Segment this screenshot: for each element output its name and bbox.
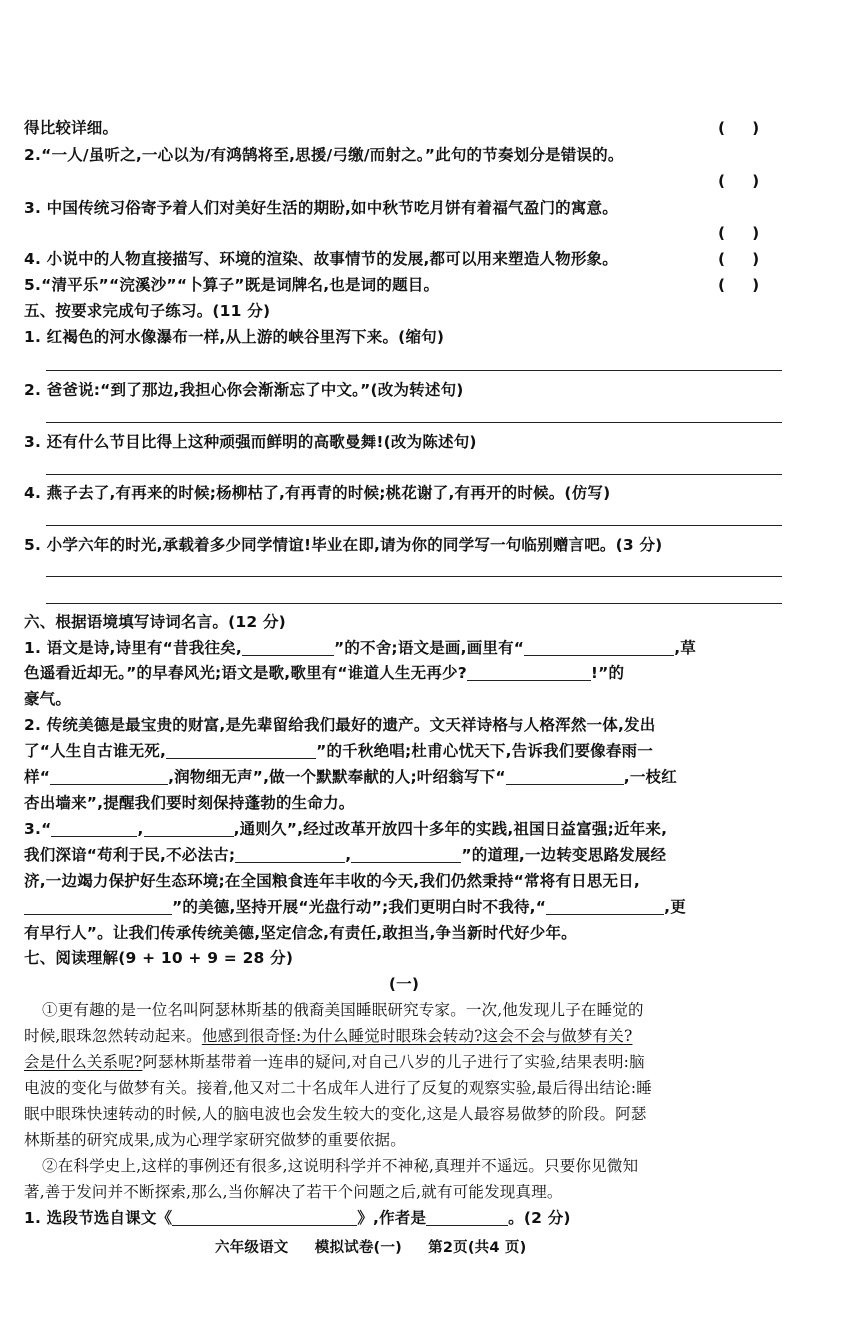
underlined-sentence: 他感到很奇怪:为什么睡觉时眼珠会转动?这会不会与做梦有关? bbox=[201, 1027, 633, 1045]
fill-blank[interactable] bbox=[426, 1207, 508, 1226]
answer-paren-1[interactable]: ( ) bbox=[718, 119, 760, 137]
answer-line[interactable] bbox=[46, 370, 782, 371]
fill-blank[interactable] bbox=[546, 896, 664, 915]
fill-blank[interactable] bbox=[24, 896, 172, 915]
sec6-q3-line3: 济,一边竭力保护好生态环境;在全国粮食连年丰收的今天,我们仍然秉持“常将有日思无日, bbox=[24, 872, 640, 890]
fill-blank[interactable] bbox=[144, 818, 234, 837]
answer-paren-5[interactable]: ( ) bbox=[718, 276, 760, 294]
passage-p1-line1: ①更有趣的是一位名叫阿瑟林斯基的俄裔美国睡眠研究专家。一次,他发现儿子在睡觉的 bbox=[42, 1001, 644, 1019]
passage-p1-line5: 眠中眼珠快速转动的时候,人的脑电波也会发生较大的变化,这是人最容易做梦的阶段。阿瑟 bbox=[24, 1105, 647, 1123]
section-6-title: 六、根据语境填写诗词名言。(12 分) bbox=[24, 613, 286, 631]
sec6-q3-line1: 3.“ , ,通则久”,经过改革开放四十多年的实践,祖国日益富强;近年来, bbox=[24, 820, 668, 838]
section-7-title: 七、阅读理解(9 + 10 + 9 = 28 分) bbox=[24, 949, 294, 967]
sec5-q3: 3. 还有什么节目比得上这种顽强而鲜明的高歌曼舞!(改为陈述句) bbox=[24, 433, 477, 451]
sec6-q1-line3: 豪气。 bbox=[24, 690, 72, 708]
footer-subject: 六年级语文 bbox=[215, 1240, 289, 1256]
passage-p2-line1: ②在科学史上,这样的事例还有很多,这说明科学并不神秘,真理并不遥远。只要你见微知 bbox=[42, 1157, 639, 1175]
underlined-sentence: 会是什么关系呢? bbox=[24, 1053, 143, 1071]
fill-blank[interactable] bbox=[242, 637, 334, 656]
answer-line[interactable] bbox=[46, 603, 782, 604]
fill-blank[interactable] bbox=[506, 766, 624, 785]
sec5-q4: 4. 燕子去了,有再来的时候;杨柳枯了,有再青的时候;桃花谢了,有再开的时候。(仿写) bbox=[24, 484, 611, 502]
answer-line[interactable] bbox=[46, 422, 782, 423]
reading-part-heading: (一) bbox=[388, 975, 420, 993]
sec6-q2-line3: 样“ ,润物细无声”,做一个默默奉献的人;叶绍翁写下“ ,一枝红 bbox=[24, 768, 677, 786]
passage-p1-line3: 会是什么关系呢?阿瑟林斯基带着一连串的疑问,对自己八岁的儿子进行了实验,结果表明:脑 bbox=[24, 1053, 645, 1071]
footer-exam: 模拟试卷(一) bbox=[314, 1240, 402, 1256]
section-5-title: 五、按要求完成句子练习。(11 分) bbox=[24, 302, 271, 320]
fill-blank[interactable] bbox=[166, 740, 316, 759]
sec6-q3-line4: ”的美德,坚持开展“光盘行动”;我们更明白时不我待,“ ,更 bbox=[24, 895, 784, 919]
answer-paren-3[interactable]: ( ) bbox=[718, 224, 760, 242]
sec6-q3-line5: 有早行人”。让我们传承传统美德,坚定信念,有责任,敢担当,争当新时代好少年。 bbox=[24, 924, 577, 942]
sec6-q2-line1: 2. 传统美德是最宝贵的财富,是先辈留给我们最好的遗产。文天祥诗格与人格浑然一体,发出 bbox=[24, 716, 656, 734]
judge-q3: 3. 中国传统习俗寄予着人们对美好生活的期盼,如中秋节吃月饼有着福气盈门的寓意。 bbox=[24, 199, 618, 217]
reading-q1: 1. 选段节选自课文《 》,作者是 。(2 分) bbox=[24, 1209, 571, 1227]
fill-blank[interactable] bbox=[51, 818, 137, 837]
page-footer bbox=[215, 1236, 635, 1260]
passage-p2-line2: 著,善于发问并不断探索,那么,当你解决了若干个问题之后,就有可能发现真理。 bbox=[24, 1183, 563, 1201]
sec6-q1-line1: 1. 语文是诗,诗里有“昔我往矣, ”的不舍;语文是画,画里有“ ,草 bbox=[24, 639, 696, 657]
passage-p1-line6: 林斯基的研究成果,成为心理学家研究做梦的重要依据。 bbox=[24, 1131, 406, 1149]
fill-blank[interactable] bbox=[172, 1207, 357, 1226]
fill-blank[interactable] bbox=[524, 637, 674, 656]
sec6-q3-line2: 我们深谙“苟利于民,不必法古; , ”的道理,一边转变思路发展经 bbox=[24, 846, 667, 864]
answer-line[interactable] bbox=[46, 525, 782, 526]
sec6-q2-line4: 杏出墙来”,提醒我们要时刻保持蓬勃的生命力。 bbox=[24, 794, 355, 812]
answer-line[interactable] bbox=[46, 474, 782, 475]
judge-q1-tail: 得比较详细。 bbox=[24, 119, 119, 137]
passage-p1-line4: 电波的变化与做梦有关。接着,他又对二十名成年人进行了反复的观察实验,最后得出结论:睡 bbox=[24, 1079, 652, 1097]
answer-line[interactable] bbox=[46, 576, 782, 577]
judge-q2: 2.“一人/虽听之,一心以为/有鸿鹄将至,思援/弓缴/而射之。”此句的节奏划分是错误的。 bbox=[24, 146, 624, 164]
judge-q4: 4. 小说中的人物直接描写、环境的渲染、故事情节的发展,都可以用来塑造人物形象。 bbox=[24, 250, 618, 268]
sec6-q1-line2: 色遥看近却无。”的早春风光;语文是歌,歌里有“谁道人生无再少? !”的 bbox=[24, 664, 625, 682]
footer-page-number: 第2页(共4 页) bbox=[428, 1240, 527, 1256]
fill-blank[interactable] bbox=[467, 662, 591, 681]
sec5-q1: 1. 红褐色的河水像瀑布一样,从上游的峡谷里泻下来。(缩句) bbox=[24, 328, 445, 346]
sec5-q5: 5. 小学六年的时光,承载着多少同学情谊!毕业在即,请为你的同学写一句临别赠言吧。(3 分) bbox=[24, 536, 663, 554]
fill-blank[interactable] bbox=[50, 766, 168, 785]
answer-paren-4[interactable]: ( ) bbox=[718, 250, 760, 268]
fill-blank[interactable] bbox=[351, 844, 461, 863]
fill-blank[interactable] bbox=[235, 844, 345, 863]
passage-p1-line2: 时候,眼珠忽然转动起来。他感到很奇怪:为什么睡觉时眼珠会转动?这会不会与做梦有关? bbox=[24, 1027, 633, 1045]
answer-paren-2[interactable]: ( ) bbox=[718, 172, 760, 190]
judge-q5: 5.“清平乐”“浣溪沙”“卜算子”既是词牌名,也是词的题目。 bbox=[24, 276, 440, 294]
sec6-q2-line2: 了“人生自古谁无死, ”的千秋绝唱;杜甫心忧天下,告诉我们要像春雨一 bbox=[24, 742, 653, 760]
sec5-q2: 2. 爸爸说:“到了那边,我担心你会渐渐忘了中文。”(改为转述句) bbox=[24, 381, 464, 399]
